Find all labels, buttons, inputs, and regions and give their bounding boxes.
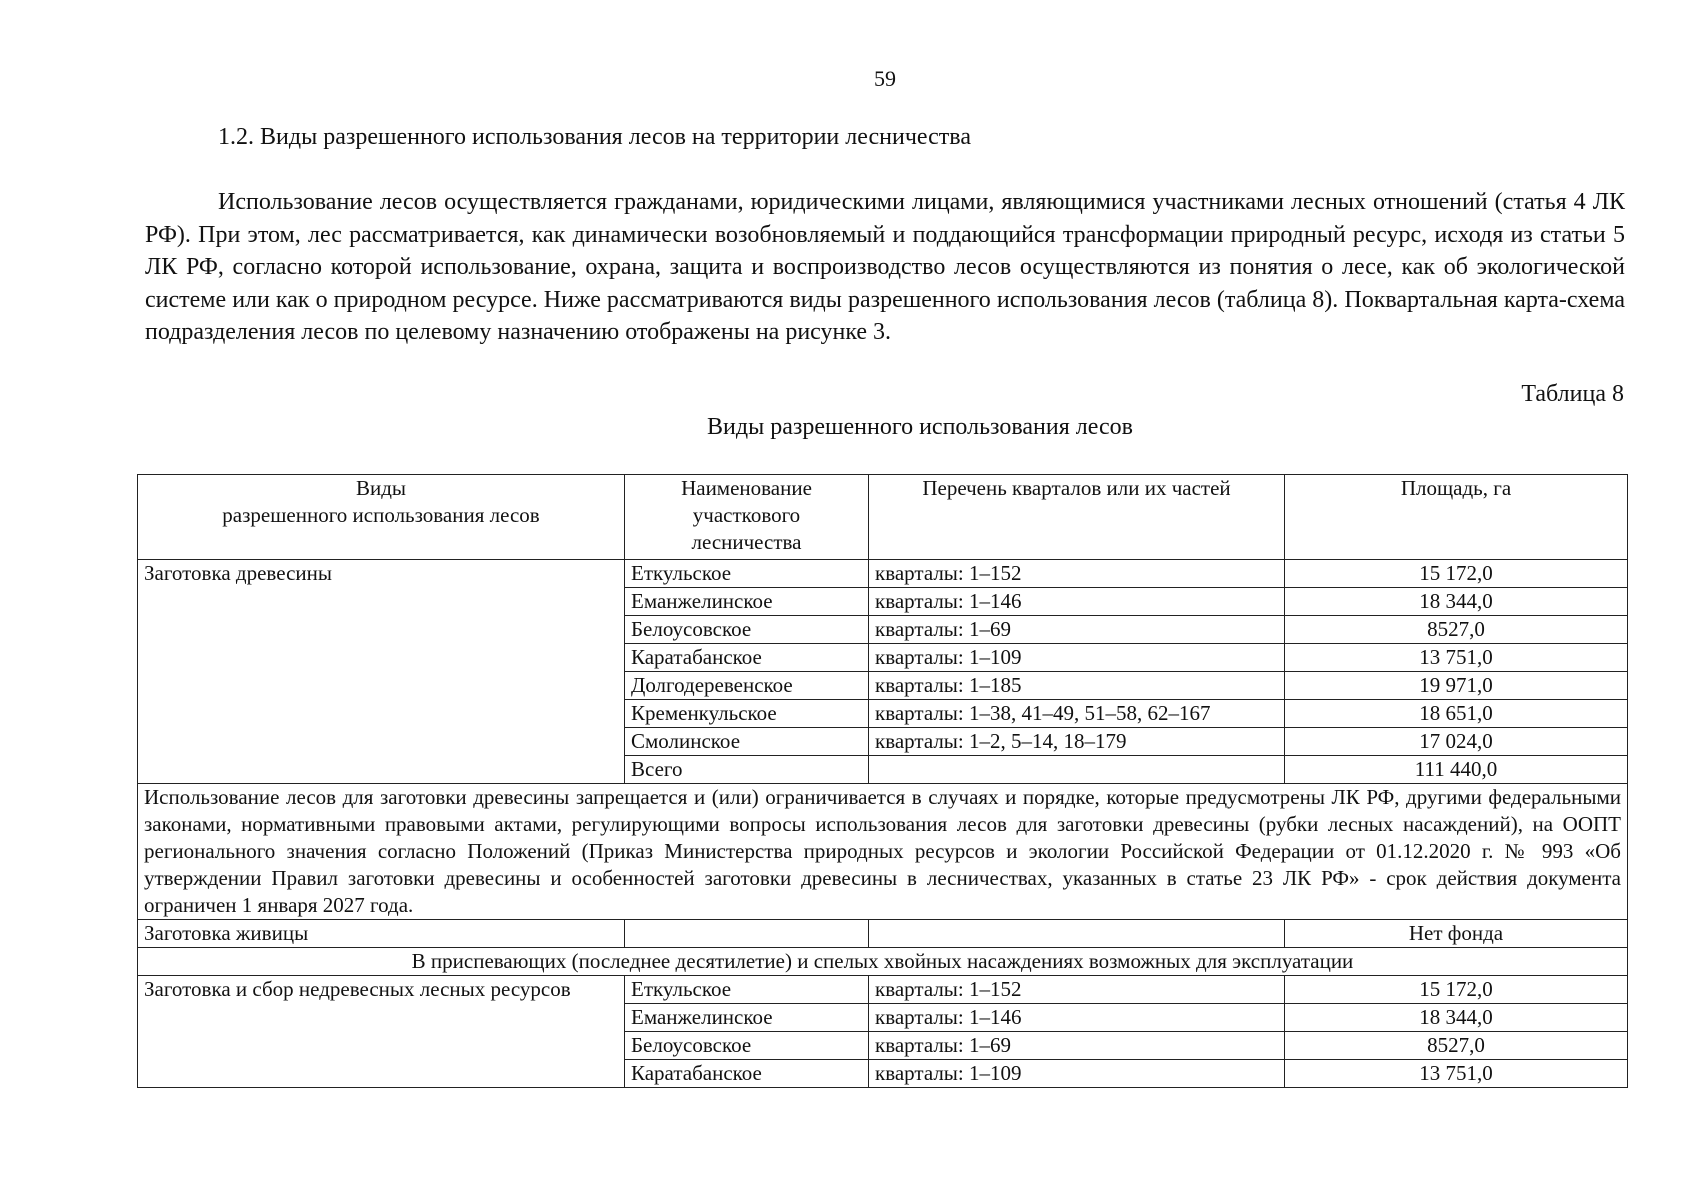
forestry-cell: Белоусовское	[625, 1032, 869, 1060]
quarters-cell: кварталы: 1–185	[869, 672, 1285, 700]
area-cell: 8527,0	[1285, 616, 1628, 644]
forestry-cell: Долгодеревенское	[625, 672, 869, 700]
header-kind: Виды разрешенного использования лесов	[138, 475, 625, 560]
page-number: 59	[874, 66, 896, 91]
area-cell-total: 111 440,0	[1285, 756, 1628, 784]
kind-resin: Заготовка живицы	[138, 920, 625, 948]
area-cell: 13 751,0	[1285, 644, 1628, 672]
forestry-cell: Белоусовское	[625, 616, 869, 644]
forest-use-table	[137, 474, 1628, 1088]
forestry-cell: Еткульское	[625, 560, 869, 588]
header-forestry: Наименование участкового лесничества	[625, 475, 869, 560]
forestry-cell: Смолинское	[625, 728, 869, 756]
forestry-cell: Каратабанское	[625, 1060, 869, 1088]
quarters-cell: кварталы: 1–69	[869, 616, 1285, 644]
forestry-cell: Кременкульское	[625, 700, 869, 728]
section-heading: 1.2. Виды разрешенного использования лесов на территории лесничества	[218, 124, 971, 150]
quarters-cell: кварталы: 1–152	[869, 976, 1285, 1004]
area-cell: 13 751,0	[1285, 1060, 1628, 1088]
area-cell: 19 971,0	[1285, 672, 1628, 700]
quarters-cell: кварталы: 1–109	[869, 1060, 1285, 1088]
forestry-cell: Еманжелинское	[625, 588, 869, 616]
header-area: Площадь, га	[1285, 475, 1628, 560]
quarters-cell: кварталы: 1–146	[869, 588, 1285, 616]
forestry-cell-total: Всего	[625, 756, 869, 784]
table-row	[138, 560, 1628, 588]
table-number: Таблица 8	[1521, 381, 1624, 407]
quarters-cell: кварталы: 1–38, 41–49, 51–58, 62–167	[869, 700, 1285, 728]
quarters-cell	[869, 920, 1285, 948]
quarters-cell: кварталы: 1–152	[869, 560, 1285, 588]
quarters-cell: кварталы: 1–146	[869, 1004, 1285, 1032]
area-cell: Нет фонда	[1285, 920, 1628, 948]
forestry-cell	[625, 920, 869, 948]
area-cell: 17 024,0	[1285, 728, 1628, 756]
area-cell: 8527,0	[1285, 1032, 1628, 1060]
kind-timber: Заготовка древесины	[138, 560, 625, 784]
area-cell: 15 172,0	[1285, 560, 1628, 588]
table-row	[138, 976, 1628, 1004]
area-cell: 18 344,0	[1285, 588, 1628, 616]
quarters-cell: кварталы: 1–2, 5–14, 18–179	[869, 728, 1285, 756]
forestry-cell: Каратабанское	[625, 644, 869, 672]
forestry-cell: Еманжелинское	[625, 1004, 869, 1032]
quarters-cell	[869, 756, 1285, 784]
header-quarters: Перечень кварталов или их частей	[869, 475, 1285, 560]
area-cell: 15 172,0	[1285, 976, 1628, 1004]
quarters-cell: кварталы: 1–109	[869, 644, 1285, 672]
table-row	[138, 920, 1628, 948]
table-header-row	[138, 475, 1628, 560]
quarters-cell: кварталы: 1–69	[869, 1032, 1285, 1060]
forestry-cell: Еткульское	[625, 976, 869, 1004]
resin-note-row	[138, 948, 1628, 976]
area-cell: 18 344,0	[1285, 1004, 1628, 1032]
timber-note-row	[138, 784, 1628, 920]
area-cell: 18 651,0	[1285, 700, 1628, 728]
timber-note: Использование лесов для заготовки древесины запрещается и (или) ограничивается в случаях и порядке, которые предусмотрены ЛК РФ, другими федеральными законами, нормативными правовыми актами, регулирующими вопросы использования лесов для заготовки древесины (рубки лесных насаждений), на ООПТ регионального значения согласно Положений (Приказ Министерства природных ресурсов и экологии Российской Федерации от 01.12.2020 г. № 993 «Об утверждении Правил заготовки древесины и особенностей заготовки древесины в лесничествах, указанных в статье 23 ЛК РФ» - срок действия документа ограничен 1 января 2027 года.	[138, 784, 1628, 920]
table-title: Виды разрешенного использования лесов	[707, 414, 1133, 440]
kind-nontimber: Заготовка и сбор недревесных лесных ресурсов	[138, 976, 625, 1088]
intro-paragraph: Использование лесов осуществляется гражданами, юридическими лицами, являющимися участниками лесных отношений (статья 4 ЛК РФ). При этом, лес рассматривается, как динамически возобновляемый и поддающийся трансформации природный ресурс, исходя из статьи 5 ЛК РФ, согласно которой использование, охрана, защита и воспроизводство лесов осуществляются из понятия о лесе, как об экологической системе или как о природном ресурсе. Ниже рассматриваются виды разрешенного использования лесов (таблица 8). Поквартальная карта-схема подразделения лесов по целевому назначению отображены на рисунке 3.	[145, 189, 1625, 346]
resin-note: В приспевающих (последнее десятилетие) и спелых хвойных насаждениях возможных для эксплуатации	[138, 948, 1628, 976]
